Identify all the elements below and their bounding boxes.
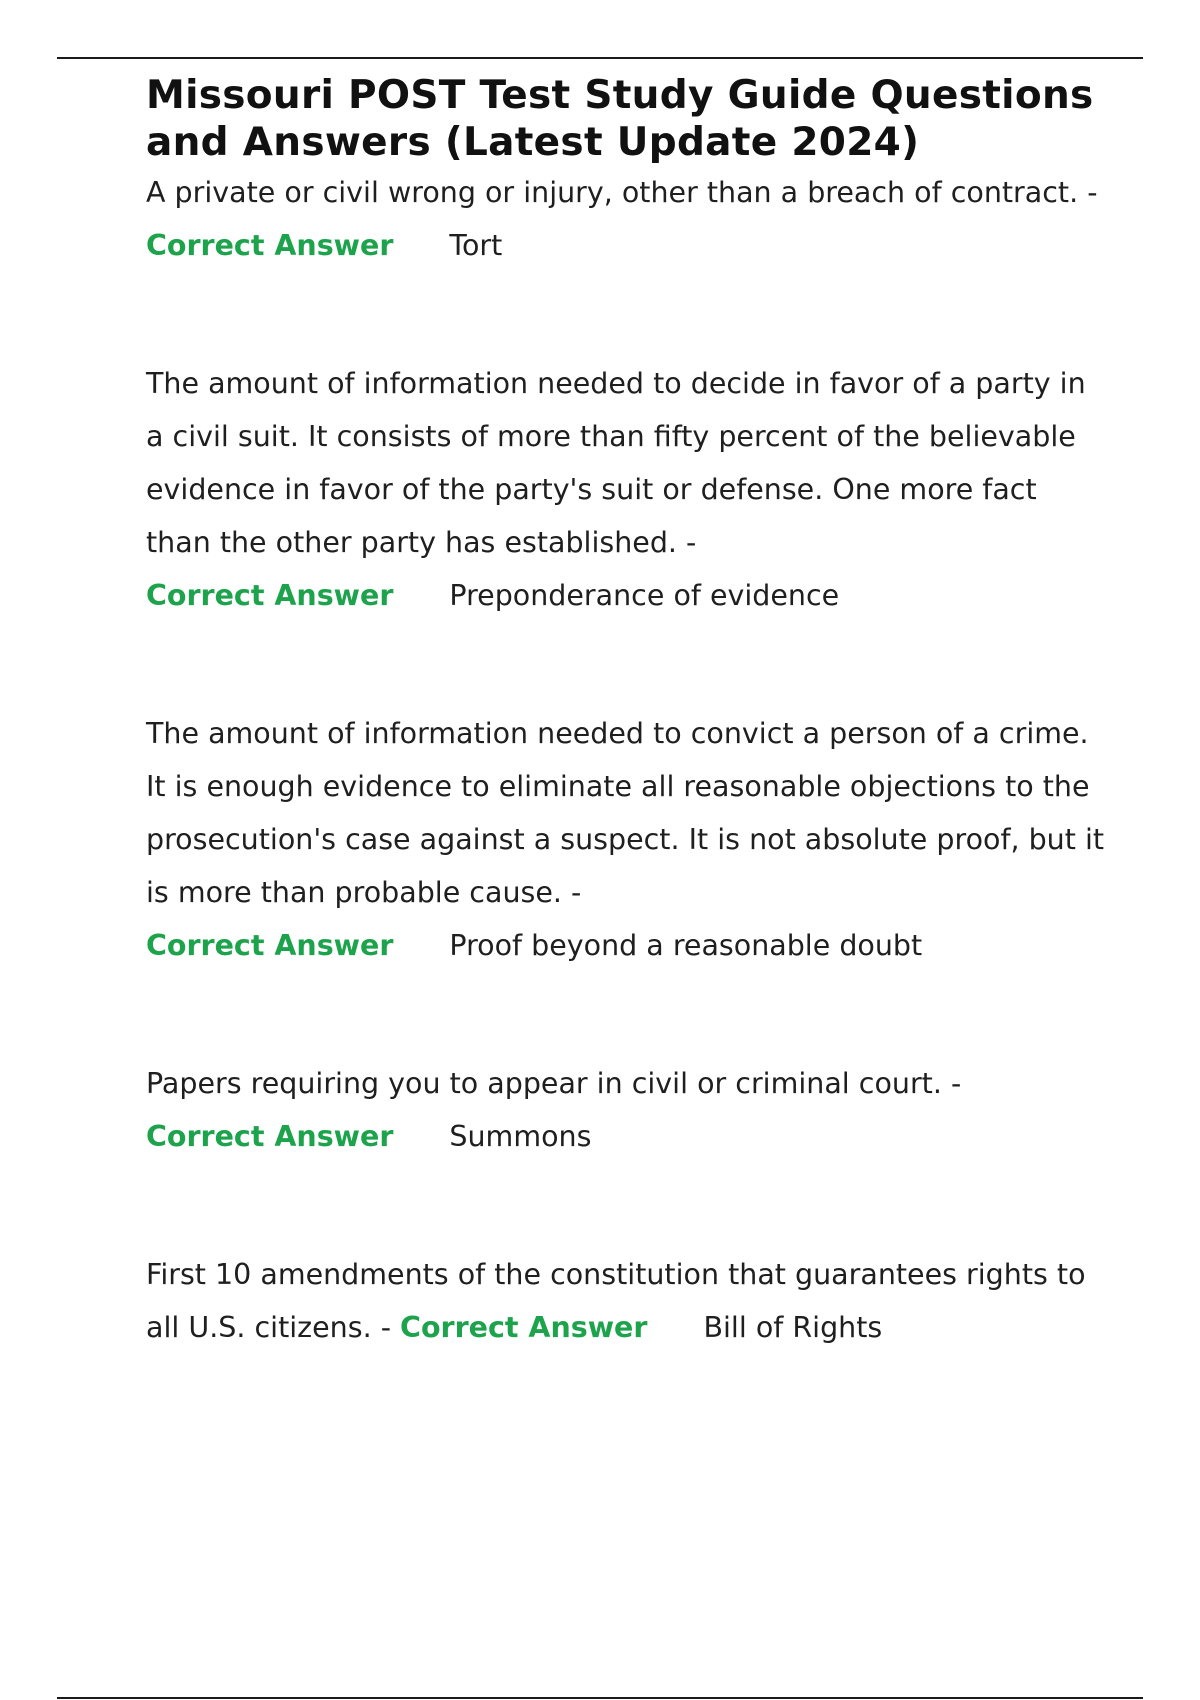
qa-item-3 (146, 707, 1106, 972)
correct-answer-label: Correct Answer (146, 229, 394, 262)
correct-answer-label: Correct Answer (146, 929, 394, 962)
answer-text: Bill of Rights (703, 1311, 883, 1344)
question-text: The amount of information needed to decide in favor of a party in a civil suit. It consists of more than fifty percent of the believable evidence in favor of the party's suit or defense. One more fact than the other party has established. - (146, 367, 1086, 559)
qa-item-4 (146, 1057, 1106, 1163)
answer-text: Summons (449, 1120, 592, 1153)
qa-item-5 (146, 1248, 1106, 1354)
answer-text: Preponderance of evidence (449, 579, 840, 612)
top-rule (57, 57, 1143, 59)
correct-answer-label: Correct Answer (146, 579, 394, 612)
document-body (146, 72, 1106, 1354)
correct-answer-label: Correct Answer (146, 1120, 394, 1153)
question-text: First 10 amendments of the constitution that guarantees rights to all U.S. citizens. - (146, 1258, 1086, 1344)
bottom-rule (57, 1697, 1143, 1699)
qa-item-2 (146, 357, 1106, 622)
question-text: The amount of information needed to convict a person of a crime. It is enough evidence to eliminate all reasonable objections to the prosecution's case against a suspect. It is not absolute proof, but it is more than probable cause. - (146, 717, 1105, 909)
answer-text: Proof beyond a reasonable doubt (449, 929, 923, 962)
question-text: Papers requiring you to appear in civil or criminal court. - (146, 1067, 962, 1100)
qa-item-1 (146, 166, 1106, 272)
question-text: A private or civil wrong or injury, other than a breach of contract. - (146, 176, 1098, 209)
answer-text: Tort (449, 229, 503, 262)
document-title: Missouri POST Test Study Guide Questions and Answers (Latest Update 2024) (146, 73, 1094, 165)
correct-answer-label: Correct Answer (400, 1311, 648, 1344)
